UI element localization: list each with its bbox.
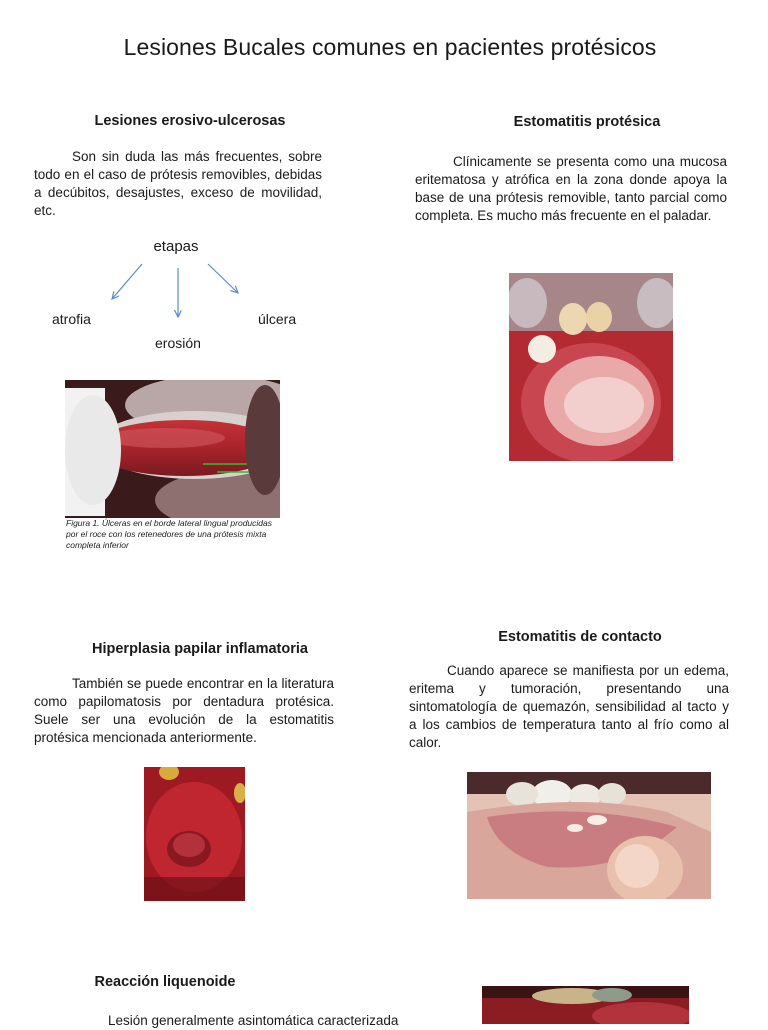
hyperplasia-photo	[144, 767, 245, 901]
text-erosivo: Son sin duda las más frecuentes, sobre todo en el caso de prótesis removibles, debidas a decúbitos, desajustes, exceso de movilidad, etc.	[34, 149, 322, 218]
contact-stomatitis-photo	[467, 772, 711, 899]
diagram-middle: erosión	[155, 335, 201, 351]
tongue-ulcer-photo	[65, 380, 280, 518]
heading-estomatitis-protesica: Estomatitis protésica	[513, 114, 661, 130]
arrow-right	[208, 264, 238, 293]
figure-1-caption: Figura 1. Úlceras en el borde lateral lingual producidas por el roce con los retenedores de una prótesis mixta completa inferior	[66, 518, 273, 550]
heading-hiperplasia: Hiperplasia papilar inflamatoria	[92, 641, 308, 657]
diagram-left: atrofia	[52, 311, 91, 327]
arrow-left	[112, 264, 142, 299]
text-hiperplasia: También se puede encontrar en la literatura como papilomatosis por dentadura protésica. Suele ser una evolución de la estomatitis protésica mencionada anteriormente.	[34, 676, 334, 745]
lichenoid-photo	[482, 986, 689, 1024]
text-estomatitis-protesica: Clínicamente se presenta como una mucosa eritematosa y atrófica en la zona donde apoya la base de una prótesis removible, tanto parcial como completa. Es mucho más frecuente en el paladar.	[415, 154, 727, 223]
page-title: Lesiones Bucales comunes en pacientes protésicos	[123, 34, 657, 60]
heading-liquenoide: Reacción liquenoide	[94, 974, 236, 990]
heading-contacto: Estomatitis de contacto	[498, 629, 662, 645]
text-liquenoide: Lesión generalmente asintomática caracterizada	[108, 1013, 399, 1028]
text-contacto: Cuando aparece se manifiesta por un edema, eritema y tumoración, presentando una sintomatología de quemazón, sensibilidad al tacto y a los cambios de temperatura tanto al frío como al calor.	[409, 663, 729, 750]
palate-photo	[509, 273, 673, 461]
diagram-root: etapas	[153, 238, 199, 255]
heading-erosivo: Lesiones erosivo-ulcerosas	[94, 113, 286, 129]
diagram-right: úlcera	[258, 311, 297, 327]
